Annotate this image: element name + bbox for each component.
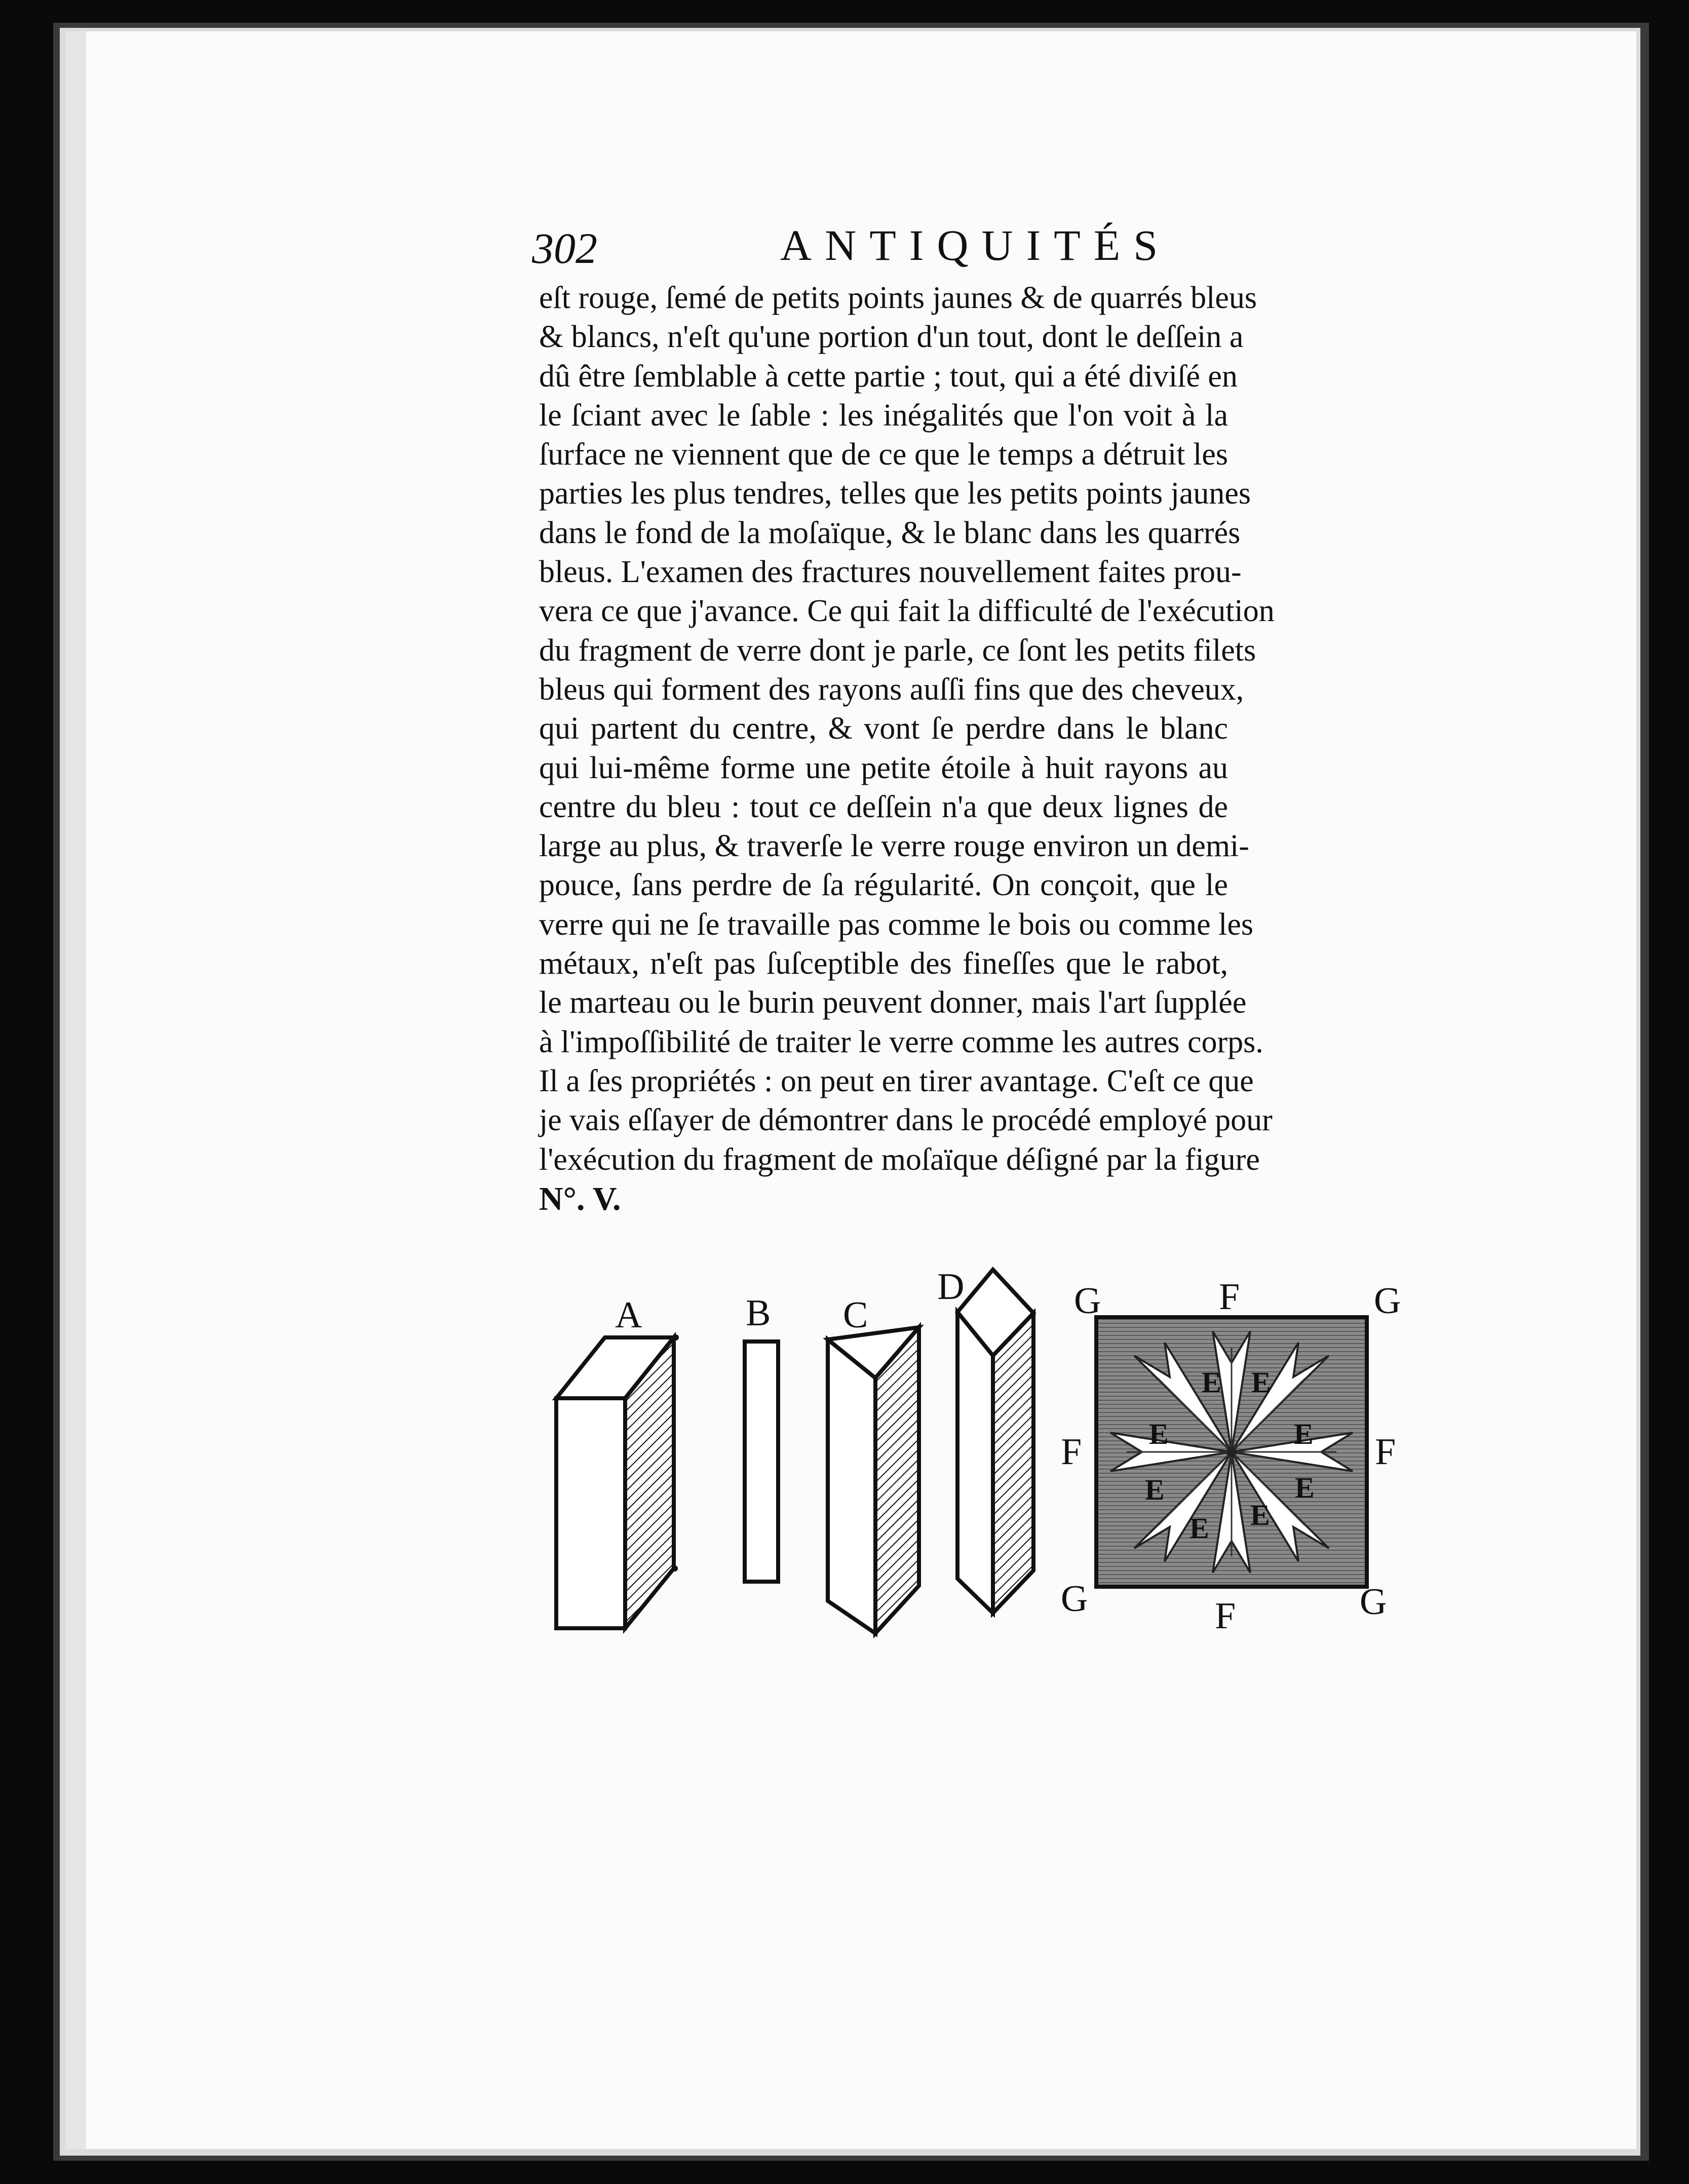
label-g-top-left: G (1074, 1280, 1101, 1322)
figure-c-prism (828, 1327, 919, 1633)
label-c: C (843, 1294, 868, 1336)
label-a: A (615, 1294, 642, 1336)
text-line: parties les plus tendres, telles que les petits points jaunes (539, 476, 1251, 511)
text-line: ſurface ne viennent que de ce que le temps a détruit les (539, 437, 1228, 472)
text-line: vera ce que j'avance. Ce qui fait la difficulté de l'exécution (539, 594, 1275, 629)
text-line: bleus. L'examen des fractures nouvellement faites prou- (539, 555, 1242, 590)
label-e: E (1250, 1499, 1270, 1531)
figure-a-block (556, 1334, 679, 1628)
text-line: large au plus, & traverſe le verre rouge environ un demi- (539, 829, 1249, 864)
label-e: E (1149, 1417, 1169, 1450)
text-line: le ſciant avec le ſable : les inégalités que l'on voit à la (539, 398, 1228, 433)
figure-d-prism (957, 1270, 1033, 1613)
label-b: B (746, 1292, 771, 1334)
label-e: E (1251, 1366, 1271, 1399)
label-e: E (1189, 1512, 1209, 1545)
running-title: ANTIQUITÉS (780, 221, 1171, 270)
text-line: centre du bleu : tout ce deſſein n'a que deux lignes de (539, 789, 1228, 824)
figure-mosaic-star (1096, 1317, 1367, 1587)
label-d: D (937, 1266, 965, 1308)
label-f-top: F (1219, 1276, 1240, 1318)
label-f-bottom: F (1215, 1595, 1236, 1637)
page-header (532, 223, 1231, 279)
label-e: E (1294, 1417, 1314, 1450)
text-line: bleus qui forment des rayons auſſi fins que des cheveux, (539, 672, 1244, 707)
figure-b-bar (745, 1342, 778, 1582)
text-line: du fragment de verre dont je parle, ce ſont les petits filets (539, 633, 1256, 668)
label-g-bottom-left: G (1061, 1578, 1088, 1620)
label-f-right: F (1375, 1431, 1396, 1473)
label-g-top-right: G (1374, 1280, 1401, 1322)
text-line: dû être ſemblable à cette partie ; tout, qui a été diviſé en (539, 359, 1238, 394)
text-line: & blancs, n'eſt qu'une portion d'un tout, dont le deſſein a (539, 320, 1244, 355)
text-line: je vais eſſayer de démontrer dans le procédé employé pour (539, 1103, 1273, 1138)
page-number: 302 (532, 224, 597, 273)
figure-plate (539, 1256, 1410, 1682)
label-e: E (1202, 1366, 1221, 1399)
label-e: E (1295, 1471, 1315, 1504)
text-line: l'exécution du fragment de moſaïque déſigné par la figure (539, 1142, 1260, 1177)
text-line: N°. V. (539, 1180, 621, 1217)
text-line: dans le fond de la moſaïque, & le blanc dans les quarrés (539, 515, 1241, 550)
text-line: eſt rouge, ſemé de petits points jaunes & de quarrés bleus (539, 281, 1257, 315)
body-text (539, 279, 1275, 1218)
label-e: E (1145, 1473, 1165, 1506)
text-line: le marteau ou le burin peuvent donner, mais l'art ſupplée (539, 985, 1247, 1020)
text-line: Il a ſes propriétés : on peut en tirer avantage. C'eſt ce que (539, 1063, 1254, 1098)
text-line: métaux, n'eſt pas ſuſceptible des fineſſes que le rabot, (539, 946, 1228, 981)
text-line: verre qui ne ſe travaille pas comme le bois ou comme les (539, 907, 1254, 942)
label-g-bottom-right: G (1360, 1581, 1387, 1623)
text-line: pouce, ſans perdre de ſa régularité. On conçoit, que le (539, 868, 1228, 903)
text-line: qui lui-même forme une petite étoile à huit rayons au (539, 750, 1228, 785)
figure-illustration (539, 1256, 1410, 1682)
text-line: qui partent du centre, & vont ſe perdre dans le blanc (539, 711, 1228, 746)
text-line: à l'impoſſibilité de traiter le verre comme les autres corps. (539, 1024, 1263, 1059)
label-f-left: F (1061, 1431, 1082, 1473)
